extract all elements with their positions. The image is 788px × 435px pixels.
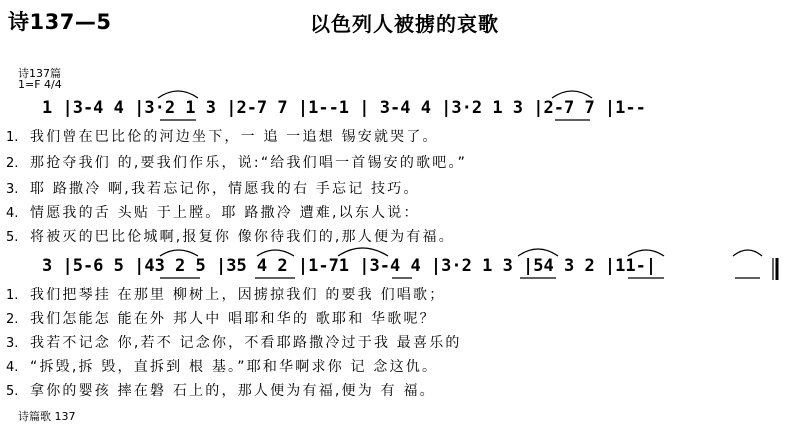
lyric-text: 耶 路撒冷 啊,我若忘记你，情愿我的右 手忘记 技巧。	[30, 181, 420, 197]
verse-number: 4.	[6, 360, 19, 375]
footer-caption: 诗篇歌 137	[18, 410, 76, 423]
lyric-text: 将被灭的巴比伦城啊,报复你 像你待我们的,那人便为有福。	[30, 229, 455, 245]
lyric-text: 拿你的婴孩 摔在磐 石上的，那人便为有福,便为 有 福。	[30, 383, 436, 399]
verse-number: 5.	[6, 230, 19, 245]
slur-mark	[338, 248, 388, 256]
slur-mark	[628, 250, 664, 256]
verse-number: 5.	[6, 384, 19, 399]
slur-mark	[158, 91, 198, 98]
lyric-text: 情愿我的舌 头贴 于上膛。耶 路撒冷 遭难,以东人说：	[30, 205, 420, 221]
slur-mark	[518, 249, 558, 256]
verse-number: 1.	[6, 130, 19, 145]
verse-number: 3.	[6, 182, 19, 197]
verse-number: 1.	[6, 288, 19, 303]
slur-mark	[733, 250, 762, 256]
lyric-text: “拆毁,拆 毁，直拆到 根 基。”耶和华啊求你 记 念这仇。	[30, 359, 439, 375]
lyric-text: 我们怎能怎 能在外 邦人中 唱耶和华的 歌耶和 华歌呢？	[30, 311, 436, 327]
notation-line-1: 1 |3-4 4 |3·2 1 3 |2-7 7 |1--1 | 3-4 4 |3·2 1 3 |2-7 7 |1--	[42, 98, 646, 118]
slur-mark	[257, 250, 294, 256]
slur-mark	[160, 250, 198, 256]
lyric-text: 那抢夺我们 的,要我们作乐，说:“给我们唱一首锡安的歌吧。”	[30, 155, 468, 171]
slur-mark	[552, 91, 592, 98]
lyric-text: 我们把琴挂 在那里 柳树上，因掳掠我们 的要我 们唱歌；	[30, 287, 446, 303]
notation-line-2: 3 |5-6 5 |43 2 5 |35 4 2 |1-71 |3-4 4 |3·2 1 3 |54 3 2 |11-|	[42, 256, 657, 276]
verse-number: 4.	[6, 206, 19, 221]
lyric-text: 我若不记念 你,若不 记念你，不看耶路撒冷过于我 最喜乐的	[30, 335, 462, 351]
verse-number: 2.	[6, 156, 19, 171]
verse-number: 3.	[6, 336, 19, 351]
lyric-text: 我们曾在巴比伦的河边坐下，一 追 一追想 锡安就哭了。	[30, 129, 439, 145]
key-signature: 1=F 4/4	[18, 78, 62, 91]
source-label: 诗137篇	[18, 67, 61, 80]
verse-number: 2.	[6, 312, 19, 327]
song-number: 诗137—5	[8, 10, 112, 34]
song-title: 以色列人被掳的哀歌	[310, 12, 499, 36]
